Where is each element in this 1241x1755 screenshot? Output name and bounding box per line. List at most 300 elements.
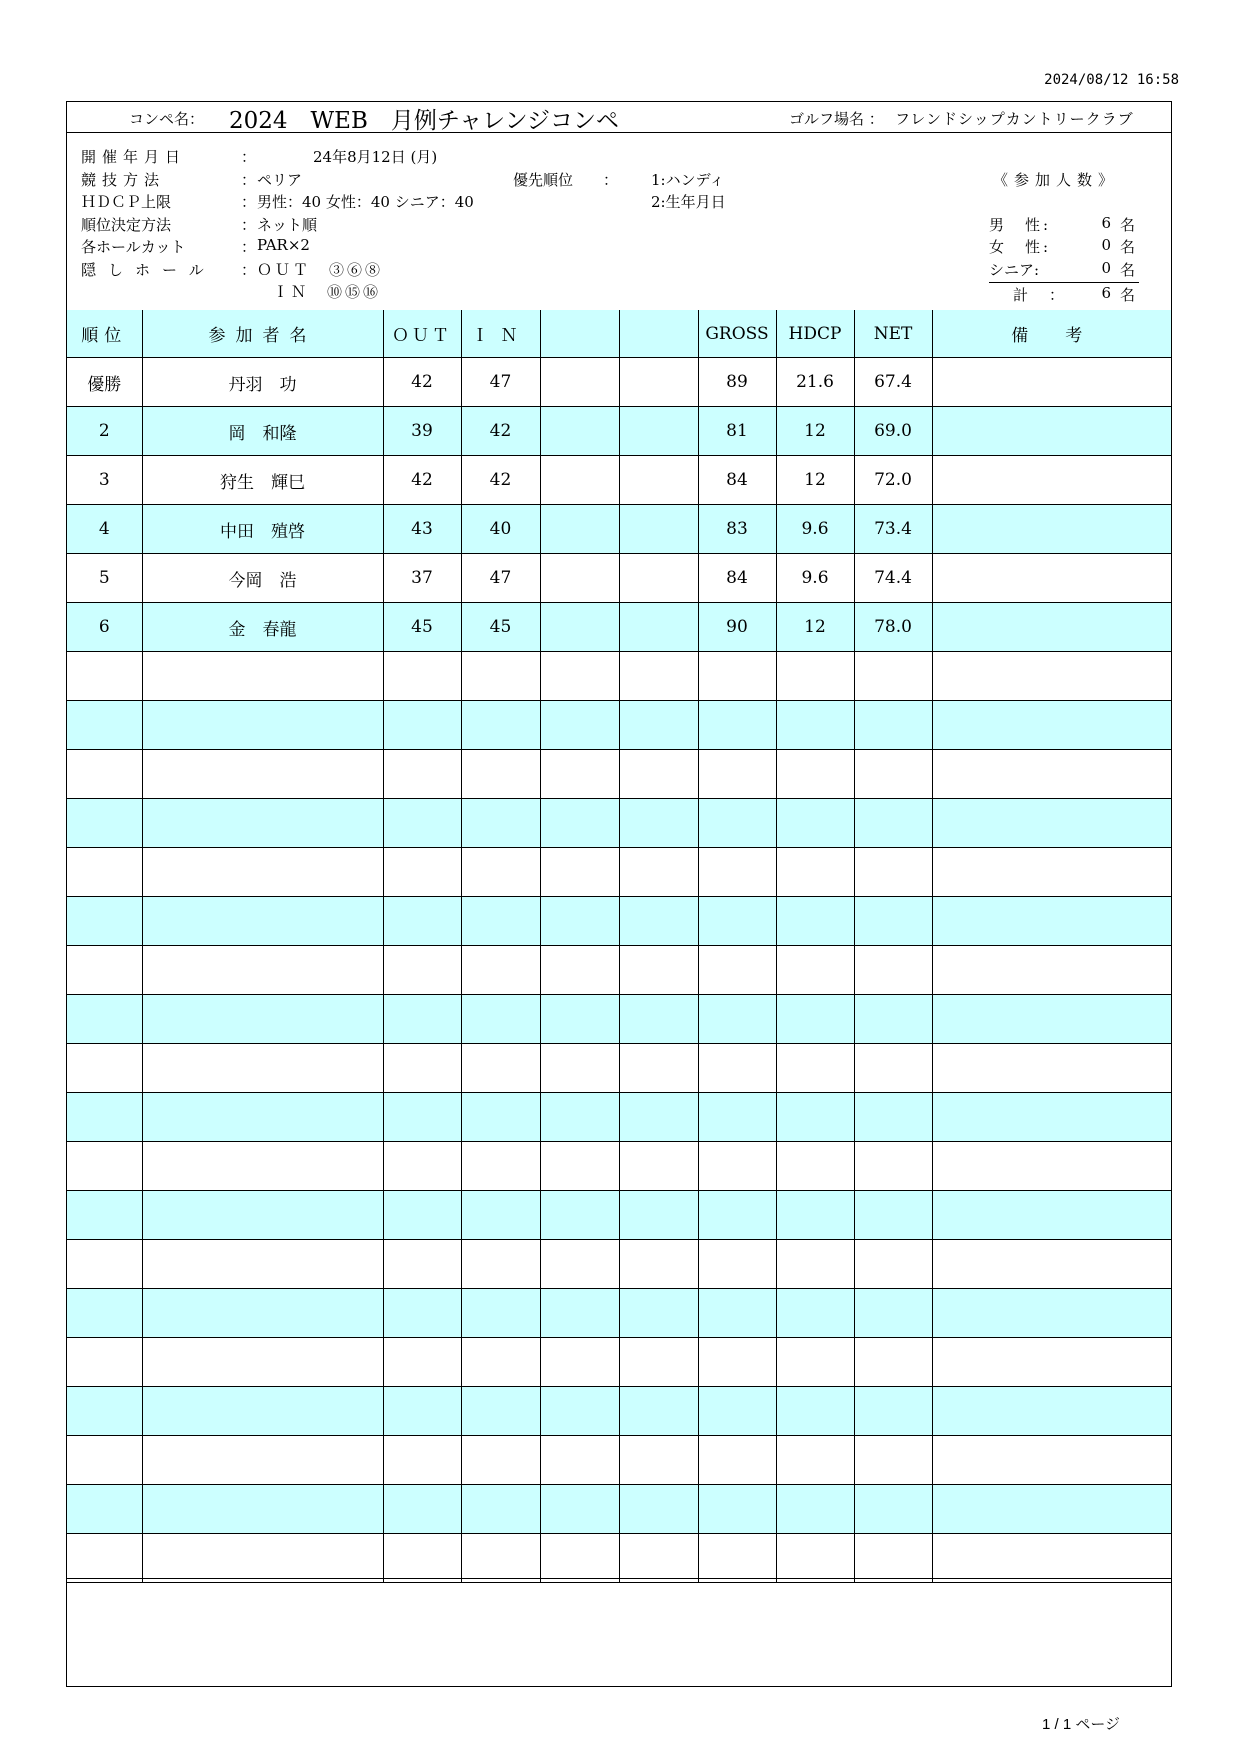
cell-remarks: [932, 505, 1171, 554]
cell-blank-2: [619, 1142, 698, 1191]
cell-gross: [698, 995, 776, 1044]
cell-in: [461, 799, 540, 848]
cell-gross: [698, 1191, 776, 1240]
cell-remarks: [932, 652, 1171, 701]
notes-area: [67, 1578, 1171, 1686]
cell-gross: [698, 1044, 776, 1093]
cell-net: [854, 1142, 932, 1191]
competition-name: 2024 WEB 月例チャレンジコンペ: [229, 108, 620, 134]
results-table: [67, 310, 1171, 1583]
cell-hdcp: [776, 995, 854, 1044]
cell-out: [383, 652, 461, 701]
cell-net: [854, 1044, 932, 1093]
cell-net: 78.0: [854, 603, 932, 652]
cell-net: [854, 652, 932, 701]
cell-out: 42: [383, 358, 461, 407]
cell-blank-1: [540, 652, 619, 701]
cell-blank-2: [619, 1044, 698, 1093]
cell-in: [461, 652, 540, 701]
cell-blank-1: [540, 897, 619, 946]
table-header-row: [67, 310, 1171, 358]
cell-rank: [67, 701, 142, 750]
header-blank-1: [540, 310, 619, 358]
cell-in: [461, 1338, 540, 1387]
cell-gross: [698, 1534, 776, 1583]
cell-blank-1: [540, 358, 619, 407]
cell-blank-1: [540, 456, 619, 505]
cell-out: [383, 1436, 461, 1485]
table-row: [67, 505, 1171, 554]
cell-out: [383, 995, 461, 1044]
female-count: [989, 236, 1135, 258]
cell-out: [383, 897, 461, 946]
hole-cut-label: 各ホールカット: [81, 238, 186, 256]
participant-count-title: 《参加人数》: [993, 171, 1120, 189]
cell-rank: [67, 1387, 142, 1436]
cell-rank: 優勝: [67, 358, 142, 407]
cell-blank-1: [540, 1485, 619, 1534]
cell-name: [142, 946, 383, 995]
cell-gross: [698, 1240, 776, 1289]
date-value: 24年8月12日 (月): [313, 148, 438, 166]
header-out: ＯＵＴ: [383, 310, 461, 358]
cell-remarks: [932, 995, 1171, 1044]
cell-hdcp: [776, 897, 854, 946]
cell-rank: [67, 652, 142, 701]
cell-in: [461, 1436, 540, 1485]
cell-out: 37: [383, 554, 461, 603]
cell-blank-2: [619, 1485, 698, 1534]
colon: ：: [241, 171, 257, 189]
cell-name: [142, 1387, 383, 1436]
cell-gross: 84: [698, 456, 776, 505]
cell-in: [461, 848, 540, 897]
cell-blank-1: [540, 1142, 619, 1191]
hdcp-value: 男性：40 女性：40 シニア：40: [257, 193, 474, 211]
cell-out: [383, 1044, 461, 1093]
table-row: [67, 1044, 1171, 1093]
header-gross: GROSS: [698, 310, 776, 358]
cell-in: 47: [461, 554, 540, 603]
cell-remarks: [932, 946, 1171, 995]
cell-blank-1: [540, 407, 619, 456]
course-name: フレンドシップカントリークラブ: [895, 110, 1134, 128]
cell-out: 43: [383, 505, 461, 554]
cell-hdcp: [776, 750, 854, 799]
cell-blank-2: [619, 358, 698, 407]
rank-method-label: 順位決定方法: [81, 216, 172, 234]
table-row: [67, 1240, 1171, 1289]
table-row: [67, 603, 1171, 652]
cell-in: [461, 995, 540, 1044]
cell-out: [383, 1191, 461, 1240]
cell-hdcp: [776, 1240, 854, 1289]
senior-label: シニア:: [989, 261, 1040, 279]
cell-hdcp: [776, 1387, 854, 1436]
cell-blank-2: [619, 1338, 698, 1387]
cell-net: [854, 995, 932, 1044]
cell-out: [383, 1534, 461, 1583]
hidden-holes-in: ＩＮ ⑩⑮⑯: [273, 283, 382, 301]
header-remarks: 備 考: [932, 310, 1171, 358]
male-count: [989, 214, 1135, 236]
cell-remarks: [932, 407, 1171, 456]
cell-name: [142, 1142, 383, 1191]
cell-rank: 6: [67, 603, 142, 652]
cell-remarks: [932, 1093, 1171, 1142]
cell-out: [383, 848, 461, 897]
cell-in: 47: [461, 358, 540, 407]
cell-blank-2: [619, 848, 698, 897]
cell-hdcp: [776, 848, 854, 897]
hidden-holes-label: 隠しホール: [81, 261, 216, 279]
cell-hdcp: 9.6: [776, 505, 854, 554]
table-row: [67, 554, 1171, 603]
cell-hdcp: [776, 1142, 854, 1191]
cell-remarks: [932, 1044, 1171, 1093]
cell-rank: [67, 799, 142, 848]
cell-blank-1: [540, 1338, 619, 1387]
table-row: [67, 1534, 1171, 1583]
cell-hdcp: 12: [776, 407, 854, 456]
table-row: [67, 799, 1171, 848]
cell-net: 69.0: [854, 407, 932, 456]
cell-blank-2: [619, 1093, 698, 1142]
cell-rank: [67, 1093, 142, 1142]
cell-net: 74.4: [854, 554, 932, 603]
cell-hdcp: [776, 799, 854, 848]
cell-rank: [67, 1289, 142, 1338]
cell-in: [461, 1191, 540, 1240]
colon: ：: [241, 193, 257, 211]
cell-in: 42: [461, 407, 540, 456]
table-row: [67, 1436, 1171, 1485]
competition-info: [67, 133, 1171, 311]
table-row: [67, 1191, 1171, 1240]
cell-hdcp: [776, 1289, 854, 1338]
cell-blank-2: [619, 1191, 698, 1240]
table-row: [67, 897, 1171, 946]
cell-gross: [698, 799, 776, 848]
cell-hdcp: [776, 1534, 854, 1583]
table-row: [67, 848, 1171, 897]
table-row: [67, 1289, 1171, 1338]
cell-name: [142, 1289, 383, 1338]
cell-net: [854, 1485, 932, 1534]
cell-name: [142, 799, 383, 848]
cell-rank: 2: [67, 407, 142, 456]
cell-rank: [67, 1436, 142, 1485]
table-row: [67, 1142, 1171, 1191]
cell-in: [461, 1093, 540, 1142]
cell-blank-1: [540, 1289, 619, 1338]
table-row: [67, 1093, 1171, 1142]
cell-remarks: [932, 603, 1171, 652]
cell-out: [383, 1289, 461, 1338]
cell-hdcp: [776, 1338, 854, 1387]
cell-hdcp: 21.6: [776, 358, 854, 407]
cell-rank: 3: [67, 456, 142, 505]
total-value: 6: [1101, 284, 1111, 302]
cell-gross: 90: [698, 603, 776, 652]
cell-name: 丹羽 功: [142, 358, 383, 407]
cell-out: [383, 1240, 461, 1289]
cell-blank-2: [619, 1534, 698, 1583]
cell-blank-1: [540, 848, 619, 897]
cell-name: [142, 1044, 383, 1093]
cell-name: 金 春龍: [142, 603, 383, 652]
cell-blank-2: [619, 1240, 698, 1289]
senior-value: 0: [1101, 259, 1111, 277]
cell-hdcp: [776, 1485, 854, 1534]
cell-in: [461, 1534, 540, 1583]
table-row: [67, 995, 1171, 1044]
cell-blank-1: [540, 603, 619, 652]
cell-net: 73.4: [854, 505, 932, 554]
page-number: 1 / 1 ページ: [1042, 1716, 1121, 1733]
cell-rank: 5: [67, 554, 142, 603]
priority-1: 1:ハンディ: [651, 171, 725, 189]
senior-count: [989, 259, 1135, 281]
cell-remarks: [932, 1485, 1171, 1534]
cell-gross: 83: [698, 505, 776, 554]
cell-gross: 89: [698, 358, 776, 407]
cell-remarks: [932, 1289, 1171, 1338]
hole-cut-value: PAR×2: [257, 236, 310, 254]
cell-rank: [67, 1240, 142, 1289]
cell-blank-2: [619, 897, 698, 946]
cell-net: [854, 897, 932, 946]
cell-blank-1: [540, 1044, 619, 1093]
title-bar: [67, 102, 1171, 133]
cell-name: [142, 848, 383, 897]
cell-gross: [698, 1142, 776, 1191]
total-count: [989, 284, 1135, 306]
colon: ：: [603, 171, 619, 189]
cell-blank-2: [619, 995, 698, 1044]
cell-remarks: [932, 1534, 1171, 1583]
header-blank-2: [619, 310, 698, 358]
cell-blank-1: [540, 1191, 619, 1240]
cell-hdcp: 12: [776, 456, 854, 505]
cell-in: [461, 701, 540, 750]
cell-net: 72.0: [854, 456, 932, 505]
priority-label: 優先順位: [513, 171, 574, 189]
cell-name: [142, 995, 383, 1044]
hidden-holes-out: ＯＵＴ ③⑥⑧: [257, 261, 384, 279]
cell-gross: [698, 652, 776, 701]
female-label: 女 性:: [989, 238, 1052, 256]
cell-name: [142, 1093, 383, 1142]
cell-remarks: [932, 701, 1171, 750]
cell-net: [854, 1093, 932, 1142]
hdcp-label: ＨＤＣＰ上限: [81, 193, 172, 211]
cell-in: [461, 1142, 540, 1191]
cell-name: [142, 1338, 383, 1387]
cell-blank-1: [540, 1093, 619, 1142]
results-body: [67, 358, 1171, 1583]
table-row: [67, 652, 1171, 701]
table-row: [67, 407, 1171, 456]
table-row: [67, 701, 1171, 750]
cell-gross: [698, 1485, 776, 1534]
table-row: [67, 1338, 1171, 1387]
count-unit: 名: [1119, 216, 1135, 234]
date-label: 開催年月日: [81, 148, 187, 166]
cell-gross: 81: [698, 407, 776, 456]
cell-name: [142, 1191, 383, 1240]
cell-in: 40: [461, 505, 540, 554]
cell-out: [383, 946, 461, 995]
cell-rank: [67, 750, 142, 799]
cell-blank-1: [540, 995, 619, 1044]
cell-hdcp: [776, 1191, 854, 1240]
cell-in: [461, 1240, 540, 1289]
cell-blank-2: [619, 456, 698, 505]
header-rank: 順位: [67, 310, 142, 358]
count-unit: 名: [1119, 238, 1135, 256]
cell-blank-1: [540, 750, 619, 799]
cell-out: [383, 1142, 461, 1191]
cell-in: 42: [461, 456, 540, 505]
table-row: [67, 1485, 1171, 1534]
cell-net: [854, 1387, 932, 1436]
cell-net: 67.4: [854, 358, 932, 407]
cell-gross: [698, 1338, 776, 1387]
colon: ：: [241, 261, 257, 279]
cell-blank-2: [619, 1436, 698, 1485]
cell-net: [854, 946, 932, 995]
count-total-divider: [989, 282, 1139, 283]
cell-hdcp: [776, 1044, 854, 1093]
cell-blank-1: [540, 505, 619, 554]
colon: ：: [241, 216, 257, 234]
cell-remarks: [932, 554, 1171, 603]
cell-blank-2: [619, 554, 698, 603]
method-value: ペリア: [257, 171, 303, 189]
cell-rank: [67, 995, 142, 1044]
cell-hdcp: [776, 946, 854, 995]
total-label: 計 ：: [1013, 286, 1068, 304]
cell-remarks: [932, 1338, 1171, 1387]
cell-in: 45: [461, 603, 540, 652]
cell-name: [142, 701, 383, 750]
cell-net: [854, 1436, 932, 1485]
cell-rank: [67, 1534, 142, 1583]
cell-net: [854, 799, 932, 848]
count-unit: 名: [1119, 261, 1135, 279]
cell-in: [461, 946, 540, 995]
cell-blank-2: [619, 652, 698, 701]
cell-net: [854, 1289, 932, 1338]
cell-remarks: [932, 358, 1171, 407]
cell-name: [142, 1436, 383, 1485]
cell-rank: 4: [67, 505, 142, 554]
cell-blank-1: [540, 1240, 619, 1289]
cell-remarks: [932, 897, 1171, 946]
header-net: NET: [854, 310, 932, 358]
cell-gross: [698, 1289, 776, 1338]
cell-out: 39: [383, 407, 461, 456]
print-timestamp: 2024/08/12 16:58: [1044, 72, 1179, 88]
cell-net: [854, 1534, 932, 1583]
cell-in: [461, 1387, 540, 1436]
female-value: 0: [1101, 236, 1111, 254]
competition-label: コンペ名：: [129, 110, 205, 128]
cell-in: [461, 1044, 540, 1093]
cell-remarks: [932, 1240, 1171, 1289]
cell-remarks: [932, 1191, 1171, 1240]
cell-remarks: [932, 1142, 1171, 1191]
cell-blank-2: [619, 799, 698, 848]
cell-out: [383, 1338, 461, 1387]
cell-blank-1: [540, 701, 619, 750]
male-value: 6: [1101, 214, 1111, 232]
cell-hdcp: 12: [776, 603, 854, 652]
cell-name: [142, 1534, 383, 1583]
cell-blank-1: [540, 1387, 619, 1436]
cell-out: [383, 799, 461, 848]
method-label: 競技方法: [81, 171, 166, 189]
cell-remarks: [932, 456, 1171, 505]
cell-rank: [67, 897, 142, 946]
cell-net: [854, 750, 932, 799]
cell-blank-1: [540, 799, 619, 848]
cell-gross: [698, 1093, 776, 1142]
cell-out: [383, 1485, 461, 1534]
course-label: ゴルフ場名 ：: [789, 110, 884, 128]
cell-blank-2: [619, 1387, 698, 1436]
cell-gross: 84: [698, 554, 776, 603]
cell-hdcp: 9.6: [776, 554, 854, 603]
cell-blank-2: [619, 407, 698, 456]
cell-remarks: [932, 848, 1171, 897]
cell-gross: [698, 946, 776, 995]
cell-out: [383, 750, 461, 799]
cell-blank-1: [540, 946, 619, 995]
header-in: ＩＮ: [461, 310, 540, 358]
header-hdcp: HDCP: [776, 310, 854, 358]
cell-gross: [698, 1387, 776, 1436]
cell-out: 42: [383, 456, 461, 505]
cell-name: [142, 1240, 383, 1289]
cell-blank-1: [540, 1534, 619, 1583]
table-row: [67, 946, 1171, 995]
cell-name: 今岡 浩: [142, 554, 383, 603]
cell-in: [461, 750, 540, 799]
cell-name: [142, 897, 383, 946]
colon: ：: [241, 238, 257, 256]
cell-rank: [67, 1044, 142, 1093]
cell-gross: [698, 1436, 776, 1485]
cell-in: [461, 1289, 540, 1338]
cell-name: 狩生 輝巳: [142, 456, 383, 505]
cell-remarks: [932, 1436, 1171, 1485]
colon: ：: [241, 148, 257, 166]
table-row: [67, 1387, 1171, 1436]
cell-net: [854, 1191, 932, 1240]
cell-in: [461, 1485, 540, 1534]
cell-rank: [67, 1338, 142, 1387]
rank-method-value: ネット順: [257, 216, 318, 234]
cell-out: [383, 1387, 461, 1436]
cell-gross: [698, 701, 776, 750]
cell-net: [854, 848, 932, 897]
cell-name: [142, 750, 383, 799]
cell-out: [383, 1093, 461, 1142]
cell-in: [461, 897, 540, 946]
cell-gross: [698, 848, 776, 897]
